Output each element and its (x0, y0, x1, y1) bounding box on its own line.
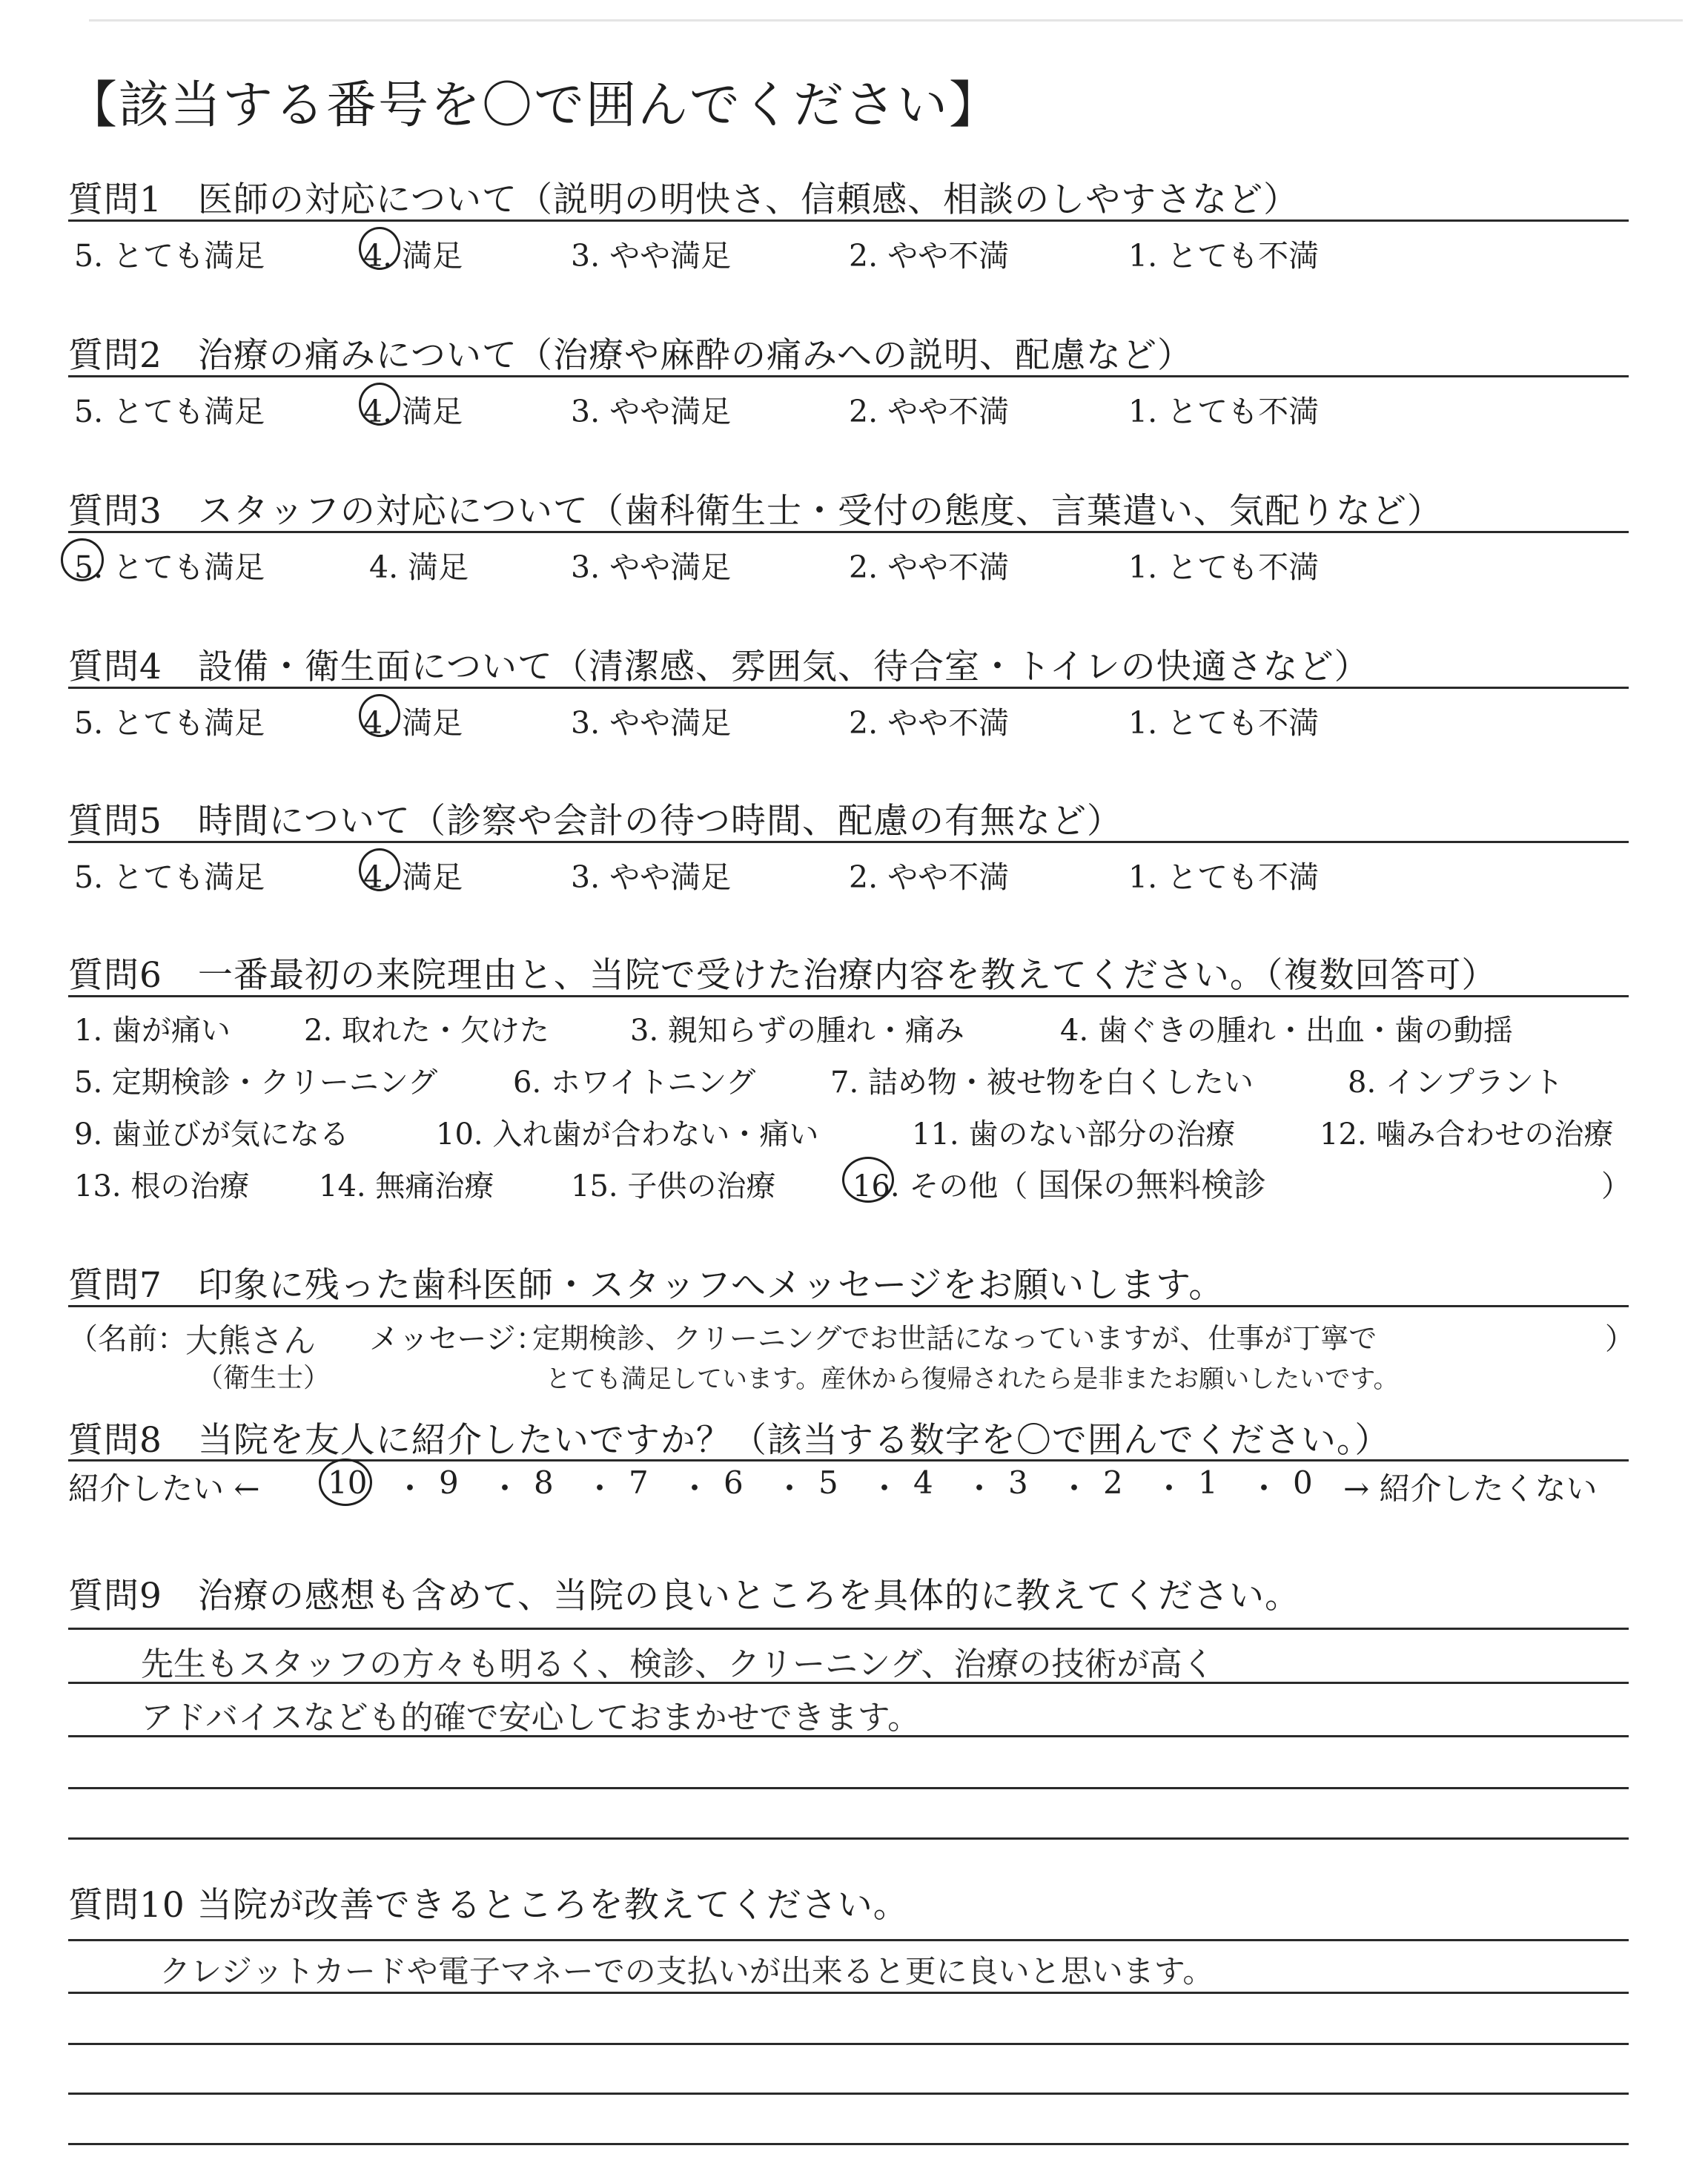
answer-line (68, 1735, 1629, 1737)
question-6-title: 質問6 一番最初の来院理由と、当院で受けた治療内容を教えてください。（複数回答可） (68, 955, 1497, 996)
reason-option[interactable]: 1. 歯が痛い (74, 1014, 231, 1048)
reason-option[interactable]: 3. 親知らずの腫れ・痛み (630, 1014, 964, 1048)
option-4[interactable]: 4. 満足 (363, 394, 463, 429)
other-handwritten-answer: 国保の無料検診 (1038, 1166, 1266, 1204)
selection-circle (359, 227, 400, 270)
option-4[interactable]: 4. 満足 (363, 705, 463, 741)
question-3-options (74, 543, 1631, 584)
scale-5[interactable]: 5 (818, 1464, 838, 1501)
reason-option[interactable]: 13. 根の治療 (74, 1169, 250, 1203)
scale-separator: ・ (1059, 1470, 1090, 1507)
option-1[interactable]: 1. とても不満 (1128, 859, 1320, 895)
scale-8[interactable]: 8 (534, 1464, 554, 1501)
scale-10[interactable]: 10 (328, 1464, 368, 1501)
question-6-rule (68, 995, 1629, 997)
question-1-options (74, 231, 1631, 273)
answer-line (68, 1682, 1629, 1684)
reason-option[interactable]: 4. 歯ぐきの腫れ・出血・歯の動揺 (1060, 1014, 1513, 1048)
question-4-options (74, 698, 1631, 740)
answer-line (68, 2093, 1629, 2095)
reason-option[interactable]: 14. 無痛治療 (319, 1169, 494, 1203)
answer-line (68, 1992, 1629, 1994)
other-close-paren: ） (1601, 1169, 1631, 1203)
question-1-title: 質問1 医師の対応について（説明の明快さ、信頼感、相談のしやすさなど） (68, 179, 1300, 220)
reason-option-other[interactable]: 16. その他（ (853, 1169, 1028, 1203)
message-handwritten-line-1: 定期検診、クリーニングでお世話になっていますが、仕事が丁寧で (532, 1322, 1377, 1355)
option-2[interactable]: 2. やや不満 (849, 394, 1010, 429)
message-handwritten-line-2: とても満足しています。産休から復帰されたら是非またお願いしたいです。 (546, 1364, 1399, 1394)
option-1[interactable]: 1. とても不満 (1128, 394, 1320, 429)
scale-separator: ・ (774, 1470, 806, 1507)
recommend-scale (68, 1464, 1632, 1509)
option-5[interactable]: 5. とても満足 (74, 859, 265, 895)
option-3[interactable]: 3. やや満足 (571, 859, 732, 895)
q10-handwritten-line-1: クレジットカードや電子マネーでの支払いが出来ると更に良いと思います。 (159, 1953, 1214, 1989)
selection-circle (842, 1157, 894, 1203)
scale-6[interactable]: 6 (724, 1464, 744, 1501)
scale-7[interactable]: 7 (629, 1464, 649, 1501)
scale-2[interactable]: 2 (1103, 1464, 1123, 1501)
top-edge-line (89, 19, 1683, 22)
scale-4[interactable]: 4 (913, 1464, 933, 1501)
question-3-title: 質問3 スタッフの対応について（歯科衛生士・受付の態度、言葉遣い、気配りなど） (68, 491, 1443, 532)
reason-option[interactable]: 8. インプラント (1348, 1066, 1563, 1100)
reason-option[interactable]: 9. 歯並びが気になる (74, 1117, 349, 1152)
staff-name-handwritten: 大熊さん (185, 1322, 316, 1360)
question-4-title: 質問4 設備・衛生面について（清潔感、雰囲気、待合室・トイレの快適さなど） (68, 647, 1370, 687)
option-1[interactable]: 1. とても不満 (1128, 549, 1320, 585)
option-5[interactable]: 5. とても満足 (74, 238, 265, 274)
question-3-rule (68, 531, 1629, 533)
scale-separator: ・ (584, 1470, 616, 1507)
message-label: メッセージ： (369, 1322, 546, 1356)
selection-circle (359, 848, 400, 891)
scale-separator: ・ (869, 1470, 901, 1507)
option-4[interactable]: 4. 満足 (369, 549, 469, 585)
scale-3[interactable]: 3 (1008, 1464, 1028, 1501)
question-9-title: 質問9 治療の感想も含めて、当院の良いところを具体的に教えてください。 (68, 1576, 1300, 1616)
scale-9[interactable]: 9 (439, 1464, 459, 1501)
scale-separator: ・ (679, 1470, 711, 1507)
scale-1[interactable]: 1 (1198, 1464, 1218, 1501)
option-4[interactable]: 4. 満足 (363, 238, 463, 274)
answer-line (68, 1837, 1629, 1840)
question-1-rule (68, 219, 1629, 222)
option-2[interactable]: 2. やや不満 (849, 238, 1010, 274)
option-2[interactable]: 2. やや不満 (849, 859, 1010, 895)
answer-line (68, 1939, 1629, 1941)
option-5[interactable]: 5. とても満足 (74, 705, 265, 741)
q9-handwritten-line-2: アドバイスなども的確で安心しておまかせできます。 (141, 1699, 921, 1737)
option-3[interactable]: 3. やや満足 (571, 394, 732, 429)
question-8-rule (68, 1459, 1629, 1462)
scale-0[interactable]: 0 (1293, 1464, 1313, 1501)
option-1[interactable]: 1. とても不満 (1128, 705, 1320, 741)
question-2-options (74, 387, 1631, 429)
question-2-title: 質問2 治療の痛みについて（治療や麻酔の痛みへの説明、配慮など） (68, 335, 1194, 376)
scale-separator: ・ (394, 1470, 426, 1507)
answer-line (68, 1628, 1629, 1630)
question-5-options (74, 853, 1631, 894)
reason-option[interactable]: 5. 定期検診・クリーニング (74, 1066, 438, 1100)
reason-option[interactable]: 6. ホワイトニング (513, 1066, 756, 1100)
option-4[interactable]: 4. 満足 (363, 859, 463, 895)
instruction-heading: 【該当する番号を〇で囲んでください】 (67, 76, 1002, 135)
answer-line (68, 2143, 1629, 2145)
reason-option[interactable]: 7. 詰め物・被せ物を白くしたい (830, 1066, 1254, 1100)
scale-separator: ・ (964, 1470, 996, 1507)
message-close-paren: ） (1605, 1322, 1635, 1356)
question-5-title: 質問5 時間について（診察や会計の待つ時間、配慮の有無など） (68, 801, 1122, 842)
option-3[interactable]: 3. やや満足 (571, 238, 732, 274)
option-2[interactable]: 2. やや不満 (849, 705, 1010, 741)
selection-circle (319, 1459, 372, 1506)
answer-line (68, 2043, 1629, 2045)
scale-right-label: → 紹介したくない (1343, 1470, 1598, 1507)
staff-role-handwritten: （衛生士） (196, 1363, 331, 1393)
reason-option[interactable]: 12. 噛み合わせの治療 (1320, 1117, 1614, 1152)
option-5[interactable]: 5. とても満足 (74, 549, 265, 585)
option-1[interactable]: 1. とても不満 (1128, 238, 1320, 274)
question-7-title: 質問7 印象に残った歯科医師・スタッフへメッセージをお願いします。 (68, 1265, 1225, 1306)
selection-circle (359, 383, 400, 426)
scale-separator: ・ (489, 1470, 521, 1507)
reason-option[interactable]: 11. 歯のない部分の治療 (912, 1117, 1236, 1152)
scale-separator: ・ (1248, 1470, 1280, 1507)
question-5-rule (68, 841, 1629, 843)
selection-circle (359, 694, 400, 737)
reason-option[interactable]: 15. 子供の治療 (571, 1169, 776, 1203)
scale-left-label: 紹介したい ← (68, 1470, 260, 1507)
option-5[interactable]: 5. とても満足 (74, 394, 265, 429)
question-6-row-1 (74, 1007, 1646, 1048)
reason-option[interactable]: 2. 取れた・欠けた (304, 1014, 549, 1048)
answer-line (68, 1787, 1629, 1789)
scale-separator: ・ (1153, 1470, 1185, 1507)
question-8-title: 質問8 当院を友人に紹介したいですか？（該当する数字を〇で囲んでください。） (68, 1420, 1391, 1461)
question-10-title: 質問10 当院が改善できるところを教えてください。 (68, 1885, 909, 1926)
selection-circle (61, 538, 104, 581)
question-6-row-3 (74, 1111, 1646, 1152)
question-4-rule (68, 687, 1629, 689)
question-6-row-4 (74, 1163, 1646, 1204)
option-2[interactable]: 2. やや不満 (849, 549, 1010, 585)
q9-handwritten-line-1: 先生もスタッフの方々も明るく、検診、クリーニング、治療の技術が高く (141, 1645, 1215, 1683)
question-2-rule (68, 375, 1629, 377)
question-7-rule (68, 1305, 1629, 1307)
option-3[interactable]: 3. やや満足 (571, 549, 732, 585)
option-3[interactable]: 3. やや満足 (571, 705, 732, 741)
question-6-row-2 (74, 1059, 1646, 1100)
name-label: （名前： (68, 1322, 187, 1356)
reason-option[interactable]: 10. 入れ歯が合わない・痛い (436, 1117, 819, 1152)
